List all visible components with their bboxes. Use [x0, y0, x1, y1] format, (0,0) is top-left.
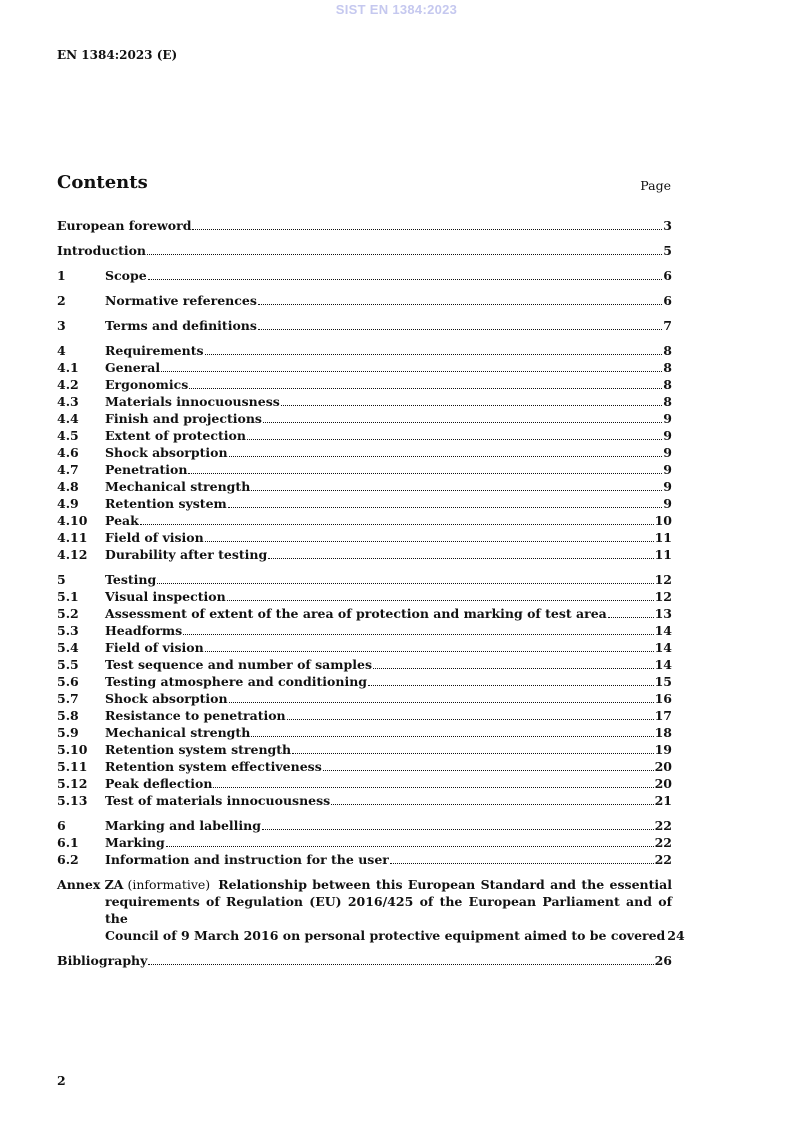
- toc-entry-title: Peak: [105, 513, 139, 528]
- toc-entry-page-number: 15: [654, 674, 672, 689]
- toc-entry-page-number: 12: [654, 589, 672, 604]
- toc-entry-title: Resistance to penetration: [105, 708, 286, 723]
- toc-entry-page-number: 9: [663, 411, 672, 426]
- toc-entry[interactable]: [57, 478, 672, 495]
- toc-entry[interactable]: [57, 639, 672, 656]
- toc-entry-annex-za[interactable]: [57, 876, 685, 944]
- footer-page-number: 2: [57, 1073, 66, 1088]
- toc-entry-number: 4.8: [57, 479, 79, 494]
- toc-entry-number: 4.11: [57, 530, 88, 545]
- toc-entry[interactable]: [57, 529, 672, 546]
- toc-entry[interactable]: [57, 588, 672, 605]
- dot-leader: [192, 229, 662, 230]
- toc-entry-number: 5.13: [57, 793, 88, 808]
- toc-entry[interactable]: [57, 359, 672, 376]
- toc-entry-page-number: 5: [663, 243, 672, 258]
- toc-entry-title: Finish and projections: [105, 411, 262, 426]
- toc-entry[interactable]: [57, 444, 672, 461]
- toc-entry-page-number: 9: [663, 496, 672, 511]
- toc-entry[interactable]: [57, 495, 672, 512]
- toc-entry-title: Materials innocuousness: [105, 394, 280, 409]
- toc-entry-title: Retention system strength: [105, 742, 292, 757]
- toc-entry[interactable]: [57, 758, 672, 775]
- dot-leader: [251, 736, 653, 737]
- toc-entry-title: Field of vision: [105, 640, 204, 655]
- toc-entry-bibliography[interactable]: [57, 952, 672, 969]
- toc-entry-number: 5.10: [57, 742, 88, 757]
- toc-entry-title: Headforms: [105, 623, 183, 638]
- annex-title-line-3: Council of 9 March 2016 on personal protective equipment aimed to be covered: [105, 928, 666, 943]
- dot-leader: [229, 456, 663, 457]
- dot-leader: [157, 583, 653, 584]
- dot-leader: [368, 685, 654, 686]
- toc-entry-title: Ergonomics: [105, 377, 189, 392]
- toc-entry-title: Information and instruction for the user: [105, 852, 389, 867]
- toc-entry-number: 5: [57, 572, 66, 587]
- toc-entries: [57, 217, 672, 868]
- dot-leader: [268, 558, 653, 559]
- dot-leader: [258, 329, 662, 330]
- toc-entry-title: Introduction: [57, 243, 147, 258]
- toc-entry-number: 5.2: [57, 606, 79, 621]
- toc-entry-title: Test of materials innocuousness: [105, 793, 331, 808]
- dot-leader: [227, 600, 654, 601]
- dot-leader: [287, 719, 654, 720]
- dot-leader: [608, 617, 654, 618]
- toc-entry[interactable]: [57, 217, 672, 234]
- dot-leader: [148, 964, 653, 965]
- toc-entry-page-number: 7: [663, 318, 672, 333]
- annex-informative-label: (informative): [127, 877, 211, 892]
- annex-page-number: 24: [667, 928, 685, 943]
- dot-leader: [331, 804, 653, 805]
- toc-entry-number: 4.3: [57, 394, 79, 409]
- toc-entry-page-number: 9: [663, 428, 672, 443]
- toc-entry-number: 4.6: [57, 445, 79, 460]
- dot-leader: [262, 829, 654, 830]
- toc-entry-page-number: 20: [654, 776, 672, 791]
- toc-entry-number: 4.4: [57, 411, 79, 426]
- toc-entry-number: 4.1: [57, 360, 79, 375]
- toc-entry-number: 5.12: [57, 776, 88, 791]
- toc-entry[interactable]: [57, 427, 672, 444]
- toc-entry[interactable]: [57, 342, 672, 359]
- toc-entry-number: 2: [57, 293, 66, 308]
- toc-entry-page-number: 6: [663, 268, 672, 283]
- bibliography-title: Bibliography: [57, 953, 148, 968]
- toc-entry-title: General: [105, 360, 161, 375]
- dot-leader: [229, 702, 654, 703]
- toc-entry-page-number: 13: [654, 606, 672, 621]
- dot-leader: [323, 770, 654, 771]
- toc-entry[interactable]: [57, 673, 672, 690]
- toc-entry[interactable]: [57, 410, 672, 427]
- toc-entry-number: 4.2: [57, 377, 79, 392]
- dot-leader: [292, 753, 653, 754]
- dot-leader: [140, 524, 654, 525]
- toc-entry-number: 5.9: [57, 725, 79, 740]
- toc-entry-number: 4.9: [57, 496, 79, 511]
- toc-entry[interactable]: [57, 267, 672, 284]
- toc-entry-title: Visual inspection: [105, 589, 226, 604]
- toc-entry-title: Durability after testing: [105, 547, 268, 562]
- toc-entry-number: 6: [57, 818, 66, 833]
- toc-entry[interactable]: [57, 546, 672, 563]
- dot-leader: [166, 846, 654, 847]
- toc-entry-page-number: 22: [654, 852, 672, 867]
- toc-entry-page-number: 14: [654, 657, 672, 672]
- toc-entry-title: Shock absorption: [105, 445, 228, 460]
- annex-tag: Annex ZA: [57, 877, 124, 892]
- toc-entry-title: Requirements: [105, 343, 204, 358]
- toc-entry-title: Field of vision: [105, 530, 204, 545]
- toc-entry-number: 5.11: [57, 759, 88, 774]
- toc-entry-page-number: 9: [663, 479, 672, 494]
- toc-entry-page-number: 19: [654, 742, 672, 757]
- toc-entry-number: 5.5: [57, 657, 79, 672]
- toc-entry-number: 5.6: [57, 674, 79, 689]
- dot-leader: [258, 304, 662, 305]
- toc-entry-number: 4.7: [57, 462, 79, 477]
- toc-entry[interactable]: [57, 656, 672, 673]
- toc-entry-number: 4.5: [57, 428, 79, 443]
- toc-entry-page-number: 9: [663, 445, 672, 460]
- toc-entry-number: 5.4: [57, 640, 79, 655]
- toc-entry-page-number: 11: [654, 547, 672, 562]
- dot-leader: [247, 439, 662, 440]
- toc-entry[interactable]: [57, 817, 672, 834]
- toc-entry[interactable]: [57, 741, 672, 758]
- toc-entry[interactable]: [57, 512, 672, 529]
- toc-entry-page-number: 6: [663, 293, 672, 308]
- toc-entry-title: Marking and labelling: [105, 818, 262, 833]
- toc-entry-title: Mechanical strength: [105, 725, 251, 740]
- dot-leader: [205, 354, 663, 355]
- dot-leader: [373, 668, 654, 669]
- toc-entry-page-number: 21: [654, 793, 672, 808]
- dot-leader: [161, 371, 662, 372]
- toc-entry-title: Retention system: [105, 496, 227, 511]
- toc-entry[interactable]: [57, 605, 672, 622]
- toc-entry[interactable]: [57, 622, 672, 639]
- toc-entry-page-number: 8: [663, 377, 672, 392]
- toc-entry-number: 5.7: [57, 691, 79, 706]
- dot-leader: [263, 422, 662, 423]
- dot-leader: [188, 473, 662, 474]
- document-id: EN 1384:2023 (E): [57, 48, 178, 62]
- toc-entry-title: Testing: [105, 572, 157, 587]
- toc-entry-title: Shock absorption: [105, 691, 228, 706]
- toc-entry-title: Mechanical strength: [105, 479, 251, 494]
- toc-entry-page-number: 12: [654, 572, 672, 587]
- toc-entry[interactable]: [57, 707, 672, 724]
- toc-entry-page-number: 11: [654, 530, 672, 545]
- toc-entry-page-number: 18: [654, 725, 672, 740]
- toc-entry-number: 5.3: [57, 623, 79, 638]
- toc-entry[interactable]: [57, 775, 672, 792]
- toc-entry-number: 4.10: [57, 513, 88, 528]
- toc-entry-page-number: 14: [654, 640, 672, 655]
- dot-leader: [148, 279, 663, 280]
- toc-entry-title: Test sequence and number of samples: [105, 657, 372, 672]
- toc-entry-number: 6.2: [57, 852, 79, 867]
- dot-leader: [251, 490, 662, 491]
- toc-entry-title: Extent of protection: [105, 428, 246, 443]
- dot-leader: [228, 507, 663, 508]
- toc-entry[interactable]: [57, 792, 672, 809]
- toc-entry-page-number: 3: [663, 218, 672, 233]
- toc-entry-page-number: 17: [654, 708, 672, 723]
- dot-leader: [205, 541, 654, 542]
- toc-entry[interactable]: [57, 393, 672, 410]
- toc-entry-title: Testing atmosphere and conditioning: [105, 674, 368, 689]
- toc-entry[interactable]: [57, 242, 672, 259]
- toc-entry-title: Peak deflection: [105, 776, 213, 791]
- dot-leader: [147, 254, 662, 255]
- toc-entry-number: 6.1: [57, 835, 79, 850]
- dot-leader: [390, 863, 654, 864]
- toc-entry-number: 4: [57, 343, 66, 358]
- annex-title-line-1: Relationship between this European Standard and the essential: [218, 877, 672, 892]
- toc-entry-number: 1: [57, 268, 66, 283]
- toc-entry-title: Assessment of extent of the area of protection and marking of test area: [105, 606, 607, 621]
- annex-title-line-2: requirements of Regulation (EU) 2016/425 of the European Parliament and of the: [105, 894, 672, 926]
- toc-entry-page-number: 8: [663, 343, 672, 358]
- toc-entry-page-number: 20: [654, 759, 672, 774]
- toc-entry[interactable]: [57, 851, 672, 868]
- toc-entry[interactable]: [57, 834, 672, 851]
- toc-entry[interactable]: [57, 724, 672, 741]
- toc-entry-number: 5.8: [57, 708, 79, 723]
- toc-entry[interactable]: [57, 376, 672, 393]
- toc-entry-page-number: 22: [654, 818, 672, 833]
- dot-leader: [213, 787, 653, 788]
- toc-entry-page-number: 16: [654, 691, 672, 706]
- bibliography-page-number: 26: [654, 953, 672, 968]
- toc-entry-title: Scope: [105, 268, 147, 283]
- toc-entry-page-number: 8: [663, 394, 672, 409]
- toc-entry[interactable]: [57, 317, 672, 334]
- toc-entry[interactable]: [57, 292, 672, 309]
- dot-leader: [281, 405, 663, 406]
- toc-entry-number: 5.1: [57, 589, 79, 604]
- toc-entry[interactable]: [57, 571, 672, 588]
- toc-entry-page-number: 22: [654, 835, 672, 850]
- toc-entry-title: Penetration: [105, 462, 188, 477]
- toc-entry[interactable]: [57, 461, 672, 478]
- toc-entry-page-number: 9: [663, 462, 672, 477]
- dot-leader: [183, 634, 653, 635]
- watermark: SIST EN 1384:2023: [335, 2, 458, 17]
- toc-entry-page-number: 10: [654, 513, 672, 528]
- toc-entry-page-number: 14: [654, 623, 672, 638]
- contents-heading: Contents: [57, 172, 148, 193]
- toc-entry-number: 4.12: [57, 547, 88, 562]
- toc-entry-title: Normative references: [105, 293, 257, 308]
- toc-entry-title: Retention system effectiveness: [105, 759, 322, 774]
- dot-leader: [205, 651, 654, 652]
- page-column-label: Page: [640, 178, 671, 193]
- table-of-contents: [57, 217, 685, 969]
- toc-entry-title: Terms and definitions: [105, 318, 257, 333]
- toc-entry-page-number: 8: [663, 360, 672, 375]
- toc-entry[interactable]: [57, 690, 672, 707]
- toc-entry-title: European foreword: [57, 218, 192, 233]
- toc-entry-title: Marking: [105, 835, 165, 850]
- toc-entry-number: 3: [57, 318, 66, 333]
- dot-leader: [189, 388, 662, 389]
